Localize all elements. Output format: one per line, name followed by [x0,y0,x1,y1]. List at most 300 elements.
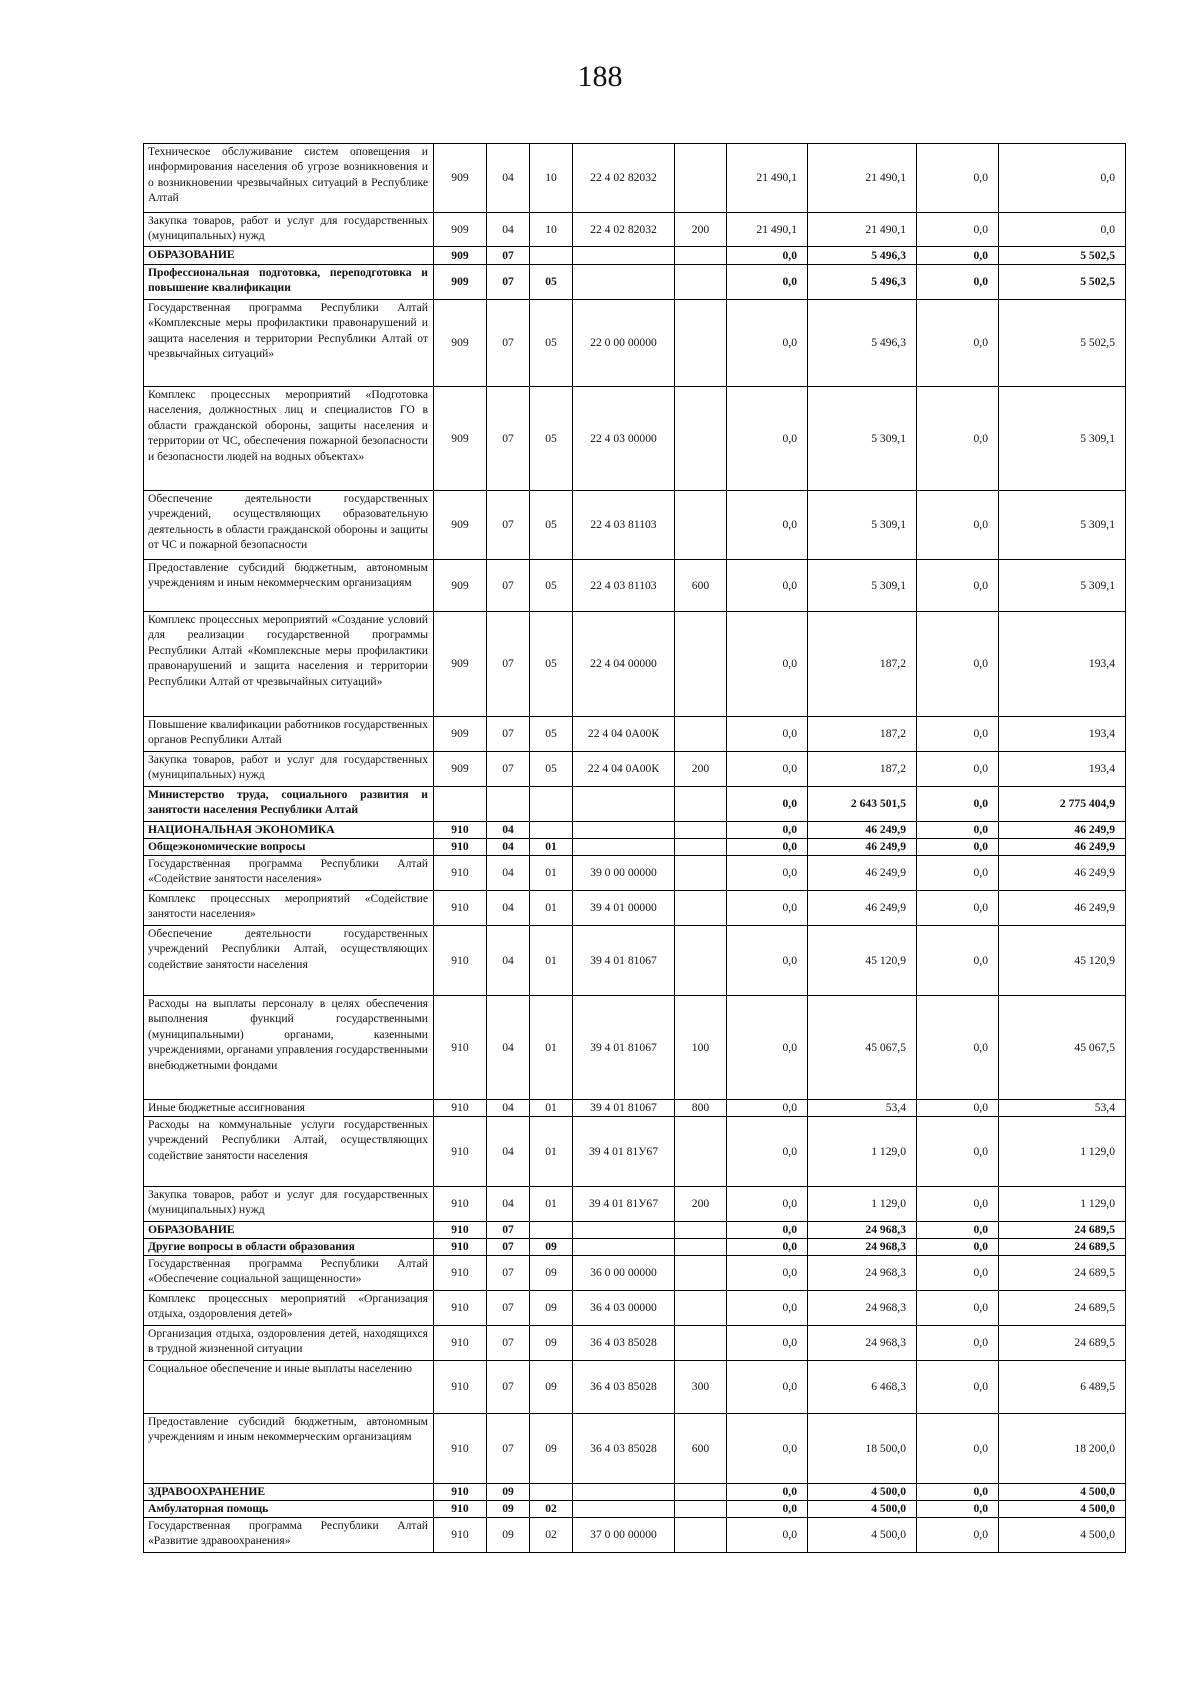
section-code-cell: 04 [487,996,530,1100]
expense-type-cell [675,822,727,839]
amount-cell-4: 5 502,5 [999,265,1126,300]
subsection-code-cell: 02 [530,1501,573,1518]
ministry-code-cell: 910 [434,1187,487,1222]
table-row [144,926,1126,996]
table-row [144,612,1126,717]
target-article-cell [573,787,675,822]
target-article-cell [573,1222,675,1239]
amount-cell-4: 5 502,5 [999,247,1126,265]
amount-cell-2: 5 309,1 [808,560,917,612]
ministry-code-cell: 910 [434,1518,487,1553]
subsection-code-cell: 05 [530,300,573,387]
expense-type-cell [675,387,727,491]
item-name-cell: Закупка товаров, работ и услуг для государственных (муниципальных) нужд [144,752,434,787]
expense-type-cell [675,612,727,717]
item-name-cell: Другие вопросы в области образования [144,1239,434,1256]
table-row [144,1239,1126,1256]
amount-cell-4: 24 689,5 [999,1291,1126,1326]
ministry-code-cell: 909 [434,491,487,560]
amount-cell-1: 0,0 [727,1484,808,1501]
amount-cell-1: 21 490,1 [727,213,808,247]
amount-cell-1: 0,0 [727,1117,808,1187]
section-code-cell: 04 [487,891,530,926]
item-name-cell: ОБРАЗОВАНИЕ [144,247,434,265]
item-name-cell: Комплекс процессных мероприятий «Организация отдыха, оздоровления детей» [144,1291,434,1326]
amount-cell-2: 24 968,3 [808,1256,917,1291]
expense-type-cell [675,144,727,213]
expense-type-cell: 600 [675,560,727,612]
amount-cell-4: 18 200,0 [999,1414,1126,1484]
ministry-code-cell: 909 [434,612,487,717]
subsection-code-cell: 09 [530,1239,573,1256]
amount-cell-3: 0,0 [917,1414,999,1484]
amount-cell-3: 0,0 [917,1256,999,1291]
amount-cell-3: 0,0 [917,839,999,856]
target-article-cell: 36 0 00 00000 [573,1256,675,1291]
amount-cell-1: 0,0 [727,1256,808,1291]
amount-cell-1: 0,0 [727,996,808,1100]
amount-cell-4: 1 129,0 [999,1187,1126,1222]
section-code-cell: 04 [487,926,530,996]
table-row [144,300,1126,387]
expense-type-cell [675,1239,727,1256]
target-article-cell [573,1501,675,1518]
section-code-cell: 04 [487,839,530,856]
target-article-cell: 22 4 02 82032 [573,144,675,213]
amount-cell-1: 0,0 [727,491,808,560]
amount-cell-4: 45 120,9 [999,926,1126,996]
section-code-cell: 04 [487,1187,530,1222]
amount-cell-3: 0,0 [917,1291,999,1326]
amount-cell-2: 24 968,3 [808,1291,917,1326]
page-number: 188 [577,60,623,93]
item-name-cell: Амбулаторная помощь [144,1501,434,1518]
expense-type-cell [675,787,727,822]
amount-cell-1: 0,0 [727,1222,808,1239]
target-article-cell: 39 0 00 00000 [573,856,675,891]
subsection-code-cell: 05 [530,717,573,752]
subsection-code-cell: 05 [530,491,573,560]
item-name-cell: Государственная программа Республики Алтай «Обеспечение социальной защищенности» [144,1256,434,1291]
ministry-code-cell: 909 [434,247,487,265]
ministry-code-cell: 910 [434,1326,487,1361]
amount-cell-2: 53,4 [808,1100,917,1117]
target-article-cell: 22 4 04 0А00К [573,717,675,752]
target-article-cell: 39 4 01 81У67 [573,1187,675,1222]
amount-cell-3: 0,0 [917,1117,999,1187]
item-name-cell: Закупка товаров, работ и услуг для государственных (муниципальных) нужд [144,213,434,247]
amount-cell-4: 193,4 [999,612,1126,717]
table-row [144,213,1126,247]
amount-cell-4: 5 309,1 [999,560,1126,612]
expense-type-cell [675,1291,727,1326]
amount-cell-3: 0,0 [917,247,999,265]
amount-cell-3: 0,0 [917,787,999,822]
ministry-code-cell: 909 [434,717,487,752]
table-row [144,1222,1126,1239]
table-row [144,491,1126,560]
section-code-cell: 07 [487,247,530,265]
amount-cell-2: 5 309,1 [808,387,917,491]
target-article-cell: 39 4 01 81067 [573,996,675,1100]
item-name-cell: Социальное обеспечение и иные выплаты населению [144,1361,434,1414]
amount-cell-1: 0,0 [727,387,808,491]
expense-type-cell [675,1518,727,1553]
subsection-code-cell: 09 [530,1414,573,1484]
amount-cell-1: 0,0 [727,1100,808,1117]
amount-cell-4: 4 500,0 [999,1501,1126,1518]
section-code-cell: 07 [487,717,530,752]
amount-cell-1: 0,0 [727,822,808,839]
ministry-code-cell: 910 [434,822,487,839]
target-article-cell [573,265,675,300]
item-name-cell: Министерство труда, социального развития и занятости населения Республики Алтай [144,787,434,822]
section-code-cell: 04 [487,1100,530,1117]
target-article-cell: 22 4 04 00000 [573,612,675,717]
target-article-cell: 39 4 01 81У67 [573,1117,675,1187]
item-name-cell: Комплекс процессных мероприятий «Содействие занятости населения» [144,891,434,926]
subsection-code-cell: 09 [530,1326,573,1361]
amount-cell-2: 2 643 501,5 [808,787,917,822]
subsection-code-cell: 09 [530,1361,573,1414]
amount-cell-1: 0,0 [727,717,808,752]
amount-cell-4: 46 249,9 [999,839,1126,856]
ministry-code-cell: 910 [434,1222,487,1239]
budget-table [143,143,1126,1553]
amount-cell-4: 0,0 [999,144,1126,213]
item-name-cell: Предоставление субсидий бюджетным, автономным учреждениям и иным некоммерческим организациям [144,560,434,612]
amount-cell-2: 5 496,3 [808,300,917,387]
subsection-code-cell: 05 [530,752,573,787]
section-code-cell: 07 [487,612,530,717]
subsection-code-cell: 01 [530,1117,573,1187]
amount-cell-4: 46 249,9 [999,856,1126,891]
table-row [144,1484,1126,1501]
target-article-cell: 39 4 01 81067 [573,1100,675,1117]
item-name-cell: Комплекс процессных мероприятий «Подготовка населения, должностных лиц и специалистов ГО в области гражданской обороны, защиты населения и территории от ЧС, обеспечения пожарной безопасности и безопасности людей на водных объектах» [144,387,434,491]
target-article-cell: 36 4 03 85028 [573,1414,675,1484]
amount-cell-2: 5 496,3 [808,265,917,300]
subsection-code-cell [530,1222,573,1239]
expense-type-cell [675,247,727,265]
amount-cell-3: 0,0 [917,1100,999,1117]
amount-cell-3: 0,0 [917,856,999,891]
amount-cell-4: 1 129,0 [999,1117,1126,1187]
amount-cell-3: 0,0 [917,213,999,247]
expense-type-cell [675,1117,727,1187]
expense-type-cell [675,491,727,560]
amount-cell-3: 0,0 [917,717,999,752]
amount-cell-4: 46 249,9 [999,891,1126,926]
amount-cell-3: 0,0 [917,387,999,491]
expense-type-cell: 300 [675,1361,727,1414]
ministry-code-cell: 910 [434,1361,487,1414]
amount-cell-2: 24 968,3 [808,1222,917,1239]
subsection-code-cell: 01 [530,1100,573,1117]
amount-cell-3: 0,0 [917,612,999,717]
ministry-code-cell: 909 [434,752,487,787]
expense-type-cell: 200 [675,752,727,787]
amount-cell-4: 24 689,5 [999,1222,1126,1239]
amount-cell-2: 46 249,9 [808,856,917,891]
table-row [144,387,1126,491]
section-code-cell: 09 [487,1501,530,1518]
ministry-code-cell: 910 [434,926,487,996]
expense-type-cell: 200 [675,213,727,247]
section-code-cell: 07 [487,1239,530,1256]
amount-cell-3: 0,0 [917,144,999,213]
table-row [144,1187,1126,1222]
table-row [144,1518,1126,1553]
expense-type-cell [675,856,727,891]
amount-cell-3: 0,0 [917,1187,999,1222]
section-code-cell: 04 [487,213,530,247]
table-row [144,856,1126,891]
section-code-cell: 07 [487,1291,530,1326]
section-code-cell: 07 [487,1414,530,1484]
amount-cell-4: 46 249,9 [999,822,1126,839]
ministry-code-cell: 910 [434,1414,487,1484]
amount-cell-3: 0,0 [917,1501,999,1518]
expense-type-cell [675,265,727,300]
expense-type-cell [675,717,727,752]
expense-type-cell [675,1326,727,1361]
item-name-cell: Иные бюджетные ассигнования [144,1100,434,1117]
item-name-cell: Государственная программа Республики Алтай «Содействие занятости населения» [144,856,434,891]
ministry-code-cell: 910 [434,891,487,926]
table-row [144,144,1126,213]
budget-table-body [144,144,1126,1553]
table-row [144,717,1126,752]
amount-cell-4: 5 309,1 [999,491,1126,560]
expense-type-cell [675,1222,727,1239]
subsection-code-cell: 01 [530,996,573,1100]
ministry-code-cell: 910 [434,1291,487,1326]
amount-cell-4: 2 775 404,9 [999,787,1126,822]
amount-cell-1: 0,0 [727,1239,808,1256]
amount-cell-2: 46 249,9 [808,839,917,856]
amount-cell-1: 0,0 [727,1326,808,1361]
amount-cell-3: 0,0 [917,996,999,1100]
item-name-cell: ЗДРАВООХРАНЕНИЕ [144,1484,434,1501]
target-article-cell: 22 4 02 82032 [573,213,675,247]
table-row [144,787,1126,822]
amount-cell-1: 0,0 [727,1518,808,1553]
amount-cell-1: 0,0 [727,856,808,891]
expense-type-cell: 200 [675,1187,727,1222]
amount-cell-3: 0,0 [917,1361,999,1414]
expense-type-cell [675,891,727,926]
subsection-code-cell: 05 [530,387,573,491]
ministry-code-cell: 910 [434,1100,487,1117]
expense-type-cell: 100 [675,996,727,1100]
amount-cell-2: 1 129,0 [808,1117,917,1187]
section-code-cell: 07 [487,752,530,787]
table-row [144,1326,1126,1361]
amount-cell-2: 1 129,0 [808,1187,917,1222]
amount-cell-1: 0,0 [727,839,808,856]
amount-cell-2: 24 968,3 [808,1326,917,1361]
target-article-cell [573,247,675,265]
section-code-cell: 04 [487,1117,530,1187]
section-code-cell: 07 [487,1326,530,1361]
expense-type-cell: 600 [675,1414,727,1484]
ministry-code-cell: 910 [434,1484,487,1501]
table-row [144,265,1126,300]
amount-cell-1: 0,0 [727,247,808,265]
amount-cell-4: 24 689,5 [999,1326,1126,1361]
expense-type-cell [675,839,727,856]
item-name-cell: Обеспечение деятельности государственных учреждений Республики Алтай, осуществляющих содействие занятости населения [144,926,434,996]
subsection-code-cell: 05 [530,612,573,717]
table-row [144,1414,1126,1484]
target-article-cell: 36 4 03 00000 [573,1291,675,1326]
table-row [144,1100,1126,1117]
amount-cell-4: 6 489,5 [999,1361,1126,1414]
amount-cell-3: 0,0 [917,752,999,787]
table-row [144,1361,1126,1414]
subsection-code-cell: 01 [530,891,573,926]
item-name-cell: Комплекс процессных мероприятий «Создание условий для реализации государственной программы Республики Алтай «Комплексные меры профилактики правонарушений и защита населения и территории Республики Алтай от чрезвычайных ситуаций» [144,612,434,717]
section-code-cell: 07 [487,1222,530,1239]
section-code-cell: 04 [487,856,530,891]
subsection-code-cell: 09 [530,1256,573,1291]
amount-cell-4: 53,4 [999,1100,1126,1117]
expense-type-cell: 800 [675,1100,727,1117]
amount-cell-2: 187,2 [808,612,917,717]
target-article-cell: 22 4 03 00000 [573,387,675,491]
table-row [144,1291,1126,1326]
section-code-cell: 07 [487,300,530,387]
table-row [144,996,1126,1100]
subsection-code-cell: 01 [530,856,573,891]
ministry-code-cell: 910 [434,1501,487,1518]
ministry-code-cell: 910 [434,996,487,1100]
ministry-code-cell: 910 [434,1239,487,1256]
amount-cell-1: 0,0 [727,300,808,387]
ministry-code-cell: 909 [434,560,487,612]
amount-cell-2: 21 490,1 [808,213,917,247]
ministry-code-cell: 909 [434,265,487,300]
amount-cell-1: 0,0 [727,787,808,822]
amount-cell-2: 6 468,3 [808,1361,917,1414]
target-article-cell [573,1239,675,1256]
subsection-code-cell: 01 [530,839,573,856]
subsection-code-cell: 02 [530,1518,573,1553]
expense-type-cell [675,300,727,387]
table-row [144,822,1126,839]
item-name-cell: Закупка товаров, работ и услуг для государственных (муниципальных) нужд [144,1187,434,1222]
subsection-code-cell [530,787,573,822]
expense-type-cell [675,1484,727,1501]
amount-cell-3: 0,0 [917,491,999,560]
amount-cell-4: 5 502,5 [999,300,1126,387]
section-code-cell: 07 [487,1256,530,1291]
subsection-code-cell: 01 [530,1187,573,1222]
amount-cell-2: 24 968,3 [808,1239,917,1256]
amount-cell-1: 0,0 [727,1361,808,1414]
amount-cell-3: 0,0 [917,926,999,996]
amount-cell-1: 0,0 [727,265,808,300]
amount-cell-1: 0,0 [727,1414,808,1484]
subsection-code-cell: 10 [530,144,573,213]
amount-cell-1: 0,0 [727,560,808,612]
subsection-code-cell: 05 [530,560,573,612]
item-name-cell: Государственная программа Республики Алтай «Комплексные меры профилактики правонарушений и защита населения и территории Республики Алтай от чрезвычайных ситуаций» [144,300,434,387]
target-article-cell: 22 4 04 0А00К [573,752,675,787]
amount-cell-1: 0,0 [727,891,808,926]
amount-cell-3: 0,0 [917,1239,999,1256]
amount-cell-4: 4 500,0 [999,1518,1126,1553]
item-name-cell: НАЦИОНАЛЬНАЯ ЭКОНОМИКА [144,822,434,839]
amount-cell-2: 187,2 [808,717,917,752]
amount-cell-3: 0,0 [917,1484,999,1501]
amount-cell-4: 0,0 [999,213,1126,247]
target-article-cell: 22 0 00 00000 [573,300,675,387]
table-row [144,247,1126,265]
amount-cell-1: 0,0 [727,926,808,996]
section-code-cell: 07 [487,560,530,612]
amount-cell-3: 0,0 [917,300,999,387]
ministry-code-cell: 910 [434,1256,487,1291]
ministry-code-cell: 909 [434,387,487,491]
section-code-cell [487,787,530,822]
section-code-cell: 09 [487,1518,530,1553]
amount-cell-3: 0,0 [917,891,999,926]
item-name-cell: Государственная программа Республики Алтай «Развитие здравоохранения» [144,1518,434,1553]
amount-cell-2: 45 067,5 [808,996,917,1100]
amount-cell-3: 0,0 [917,560,999,612]
amount-cell-2: 4 500,0 [808,1484,917,1501]
item-name-cell: Обеспечение деятельности государственных учреждений, осуществляющих образовательную деятельность в области гражданской обороны и защиты от ЧС и пожарной безопасности [144,491,434,560]
item-name-cell: Общеэкономические вопросы [144,839,434,856]
amount-cell-4: 24 689,5 [999,1256,1126,1291]
item-name-cell: Профессиональная подготовка, переподготовка и повышение квалификации [144,265,434,300]
section-code-cell: 04 [487,822,530,839]
table-row [144,891,1126,926]
subsection-code-cell [530,1484,573,1501]
expense-type-cell [675,926,727,996]
amount-cell-2: 5 309,1 [808,491,917,560]
ministry-code-cell: 909 [434,213,487,247]
table-row [144,1117,1126,1187]
subsection-code-cell: 01 [530,926,573,996]
item-name-cell: Организация отдыха, оздоровления детей, находящихся в трудной жизненной ситуации [144,1326,434,1361]
section-code-cell: 07 [487,491,530,560]
item-name-cell: ОБРАЗОВАНИЕ [144,1222,434,1239]
target-article-cell: 36 4 03 85028 [573,1326,675,1361]
subsection-code-cell [530,247,573,265]
target-article-cell: 22 4 03 81103 [573,560,675,612]
target-article-cell: 39 4 01 81067 [573,926,675,996]
amount-cell-1: 21 490,1 [727,144,808,213]
item-name-cell: Предоставление субсидий бюджетным, автономным учреждениям и иным некоммерческим организациям [144,1414,434,1484]
expense-type-cell [675,1256,727,1291]
amount-cell-2: 18 500,0 [808,1414,917,1484]
amount-cell-3: 0,0 [917,822,999,839]
target-article-cell: 36 4 03 85028 [573,1361,675,1414]
table-row [144,1501,1126,1518]
target-article-cell: 39 4 01 00000 [573,891,675,926]
amount-cell-4: 193,4 [999,752,1126,787]
amount-cell-1: 0,0 [727,1501,808,1518]
ministry-code-cell: 910 [434,839,487,856]
table-row [144,839,1126,856]
ministry-code-cell [434,787,487,822]
amount-cell-3: 0,0 [917,1518,999,1553]
target-article-cell [573,822,675,839]
amount-cell-4: 5 309,1 [999,387,1126,491]
